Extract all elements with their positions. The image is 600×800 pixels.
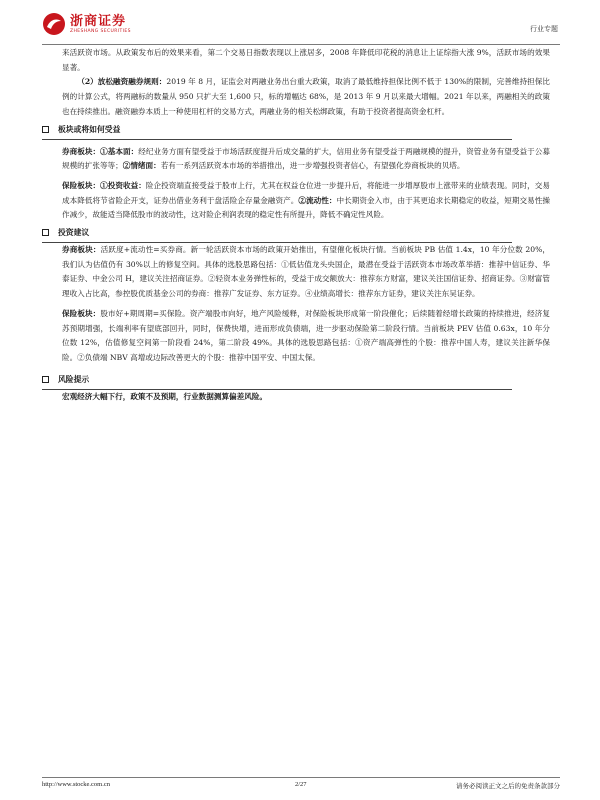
section-heading-benefits bbox=[42, 122, 550, 137]
paragraph-risk: 宏观经济大幅下行，政策不及预期，行业数据测算偏差风险。 bbox=[62, 391, 268, 401]
checkbox-square-icon bbox=[42, 126, 49, 133]
lead-text: ②情绪面： bbox=[122, 161, 161, 171]
paragraph-insurance-sector bbox=[62, 179, 550, 223]
disclaimer-note: 请务必阅读正文之后的免责条款部分 bbox=[456, 782, 560, 790]
company-logo bbox=[42, 12, 131, 36]
website-link[interactable]: http://www.stocke.com.cn bbox=[42, 781, 110, 788]
section-title: 风险提示 bbox=[58, 374, 90, 384]
page-number: 2/27 bbox=[295, 781, 307, 788]
lead-text: 保险板块： bbox=[62, 308, 101, 318]
section-heading-risk bbox=[42, 372, 550, 387]
section-heading-investment bbox=[42, 225, 550, 240]
paragraph-insurance-advice bbox=[62, 307, 550, 366]
company-name-en: ZHESHANG SECURITIES bbox=[70, 28, 131, 34]
report-type-label: 行业专题 bbox=[530, 25, 558, 33]
lead-text: 券商板块：①基本面： bbox=[62, 146, 139, 156]
logo-mark-icon bbox=[42, 12, 66, 36]
paragraph-margin-trading-text: 2019 年 8 月，证监会对两融业务出台重大政策，取消了最低维持担保比例不低于 130%的限制，完善维持担保比例的计算公式，将两融标的数量从 950 只扩大至 1,600 只，标的增幅达 68%，是 2013 年 9 月以来最大增幅。2021 年以来，两融相关的政策也在持续推出。融资融券本质上一种使用杠杆的交易方式，两融业务的相关松绑政策，有助于投资者提高资金杠杆。 bbox=[62, 77, 550, 116]
checkbox-square-icon bbox=[42, 376, 49, 383]
company-name-cn: 浙商证券 bbox=[70, 13, 127, 29]
page-footer bbox=[42, 777, 560, 790]
body-text: 中长期资金入市，由于其更追求长期稳定的收益，短期交易性操作减少，故能适当降低股市的波动性，这对险企利润表现的稳定性有所提升，降低不确定性风险。 bbox=[62, 195, 551, 220]
body-text: 股市好+期周期=买保险。资产端股市向好，地产风险缓释，对保险板块形成第一阶段催化；后续随着经增长政策的持续推进，经济复苏预期增强，长端利率有望底部回升，同时，保费快增，进而形成负债端，进一步驱动保险第二阶段行情。当前板块 PEV 估值 0.63x，10 年分位数 12%，估值修复空间第一阶段看 24%，第二阶段 49%。具体的选股思路包括：①资产端高弹性的个股：推荐中国人寿，建议关注新华保险。②负债端 NBV 高增或边际改善更大的个股：推荐中国平安、中国太保。 bbox=[62, 308, 551, 362]
page-header bbox=[42, 10, 560, 45]
paragraph-margin-trading-title: （2）放松融资融券规则： bbox=[77, 77, 167, 87]
lead-text: 券商板块： bbox=[62, 245, 101, 255]
paragraph-stamp-duty: 来活跃资市场。从政策发布后的效果来看，第二个交易日指数表现以上涨居多，2008 年降低印花税的消息让上证综指大涨 9%，活跃市场的效果显著。 bbox=[62, 48, 550, 72]
body-text: 险企投资端直接受益于股市上行，尤其在权益仓位进一步提升后，将能进一步增厚股市上涨带来的业绩表现。同时，交易成本降低将节省险企开支，证券出借业务利于盘活险企存量金融资产。 bbox=[62, 180, 551, 205]
section-title: 投资建议 bbox=[58, 228, 90, 238]
paragraph-margin-trading bbox=[62, 75, 550, 119]
checkbox-square-icon bbox=[42, 229, 49, 236]
paragraph-broker-advice bbox=[62, 243, 550, 302]
body-text: 若有一系列活跃资本市场的举措推出，进一步增强投资者信心，有望强化券商板块的贝塔。 bbox=[160, 161, 465, 171]
lead-text: 保险板块：①投资收益： bbox=[62, 180, 146, 190]
paragraph-broker-sector bbox=[62, 145, 550, 174]
lead-text: ②流动性： bbox=[298, 195, 337, 205]
body-text: 活跃度+流动性=买券商。新一轮活跃资本市场的政策开始推出，有望催化板块行情。当前板块 PB 估值 1.4x，10 年分位数 20%，我们认为估值仍有 30%以上的修复空间。具体的选股思路包括：①低估值龙头央国企，最潜在受益于活跃资本市场改革举措：推荐中信证券、华泰证券、中金公司 H，建议关注招商证券。②轻资本业务弹性标的，受益于成交额放大：推荐东方财富，建议关注国信证券、招商证券。③财富管理收入占比高，参控股优质基金公司的券商：推荐广发证券、东方证券。④业绩高增长：推荐东方证券，建议关注东吴证券。 bbox=[62, 245, 550, 299]
report-body bbox=[58, 46, 551, 404]
section-title: 板块或将如何受益 bbox=[58, 124, 121, 134]
body-text: 经纪业务方面有望受益于市场活跃度提升后成交量的扩大，信用业务有望受益于两融规模的提升，资管业务有望受益于公募规模的扩张等等； bbox=[62, 146, 551, 171]
